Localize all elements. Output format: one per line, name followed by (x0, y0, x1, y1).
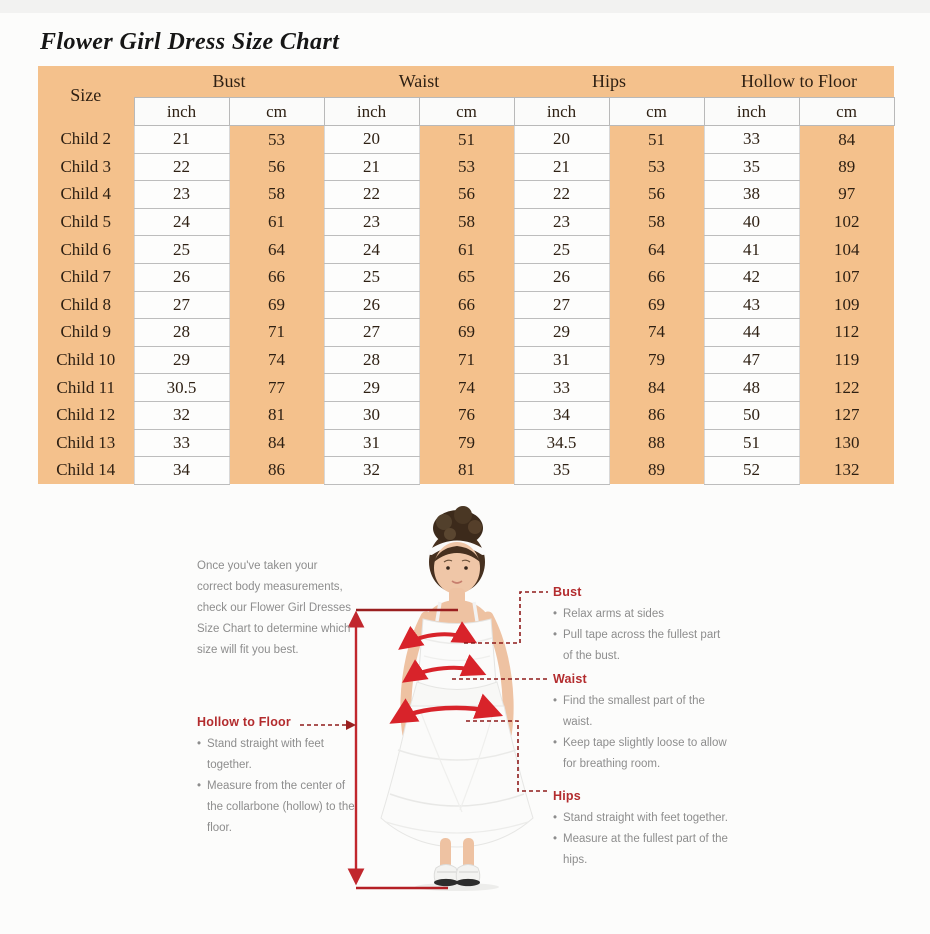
value-cell: 20 (514, 126, 609, 154)
value-cell: 40 (704, 208, 799, 236)
value-cell: 31 (324, 429, 419, 457)
value-cell: 32 (324, 457, 419, 485)
unit-header-cm: cm (419, 98, 514, 126)
value-cell: 51 (609, 126, 704, 154)
group-header-row (38, 66, 894, 98)
value-cell: 43 (704, 291, 799, 319)
bust-bullets (553, 604, 733, 667)
intro-note: Once you've taken your correct body measurements, check our Flower Girl Dresses Size Chart to determine which size will fit you best. (197, 560, 352, 656)
unit-header-inch: inch (134, 98, 229, 126)
hollow-to-floor-section (197, 711, 359, 839)
size-row (38, 263, 894, 291)
value-cell: 74 (609, 319, 704, 347)
value-cell: 58 (419, 208, 514, 236)
value-cell: 71 (419, 346, 514, 374)
size-row (38, 291, 894, 319)
size-row (38, 208, 894, 236)
size-row (38, 236, 894, 264)
value-cell: 48 (704, 374, 799, 402)
value-cell: 89 (609, 457, 704, 485)
value-cell: 56 (609, 181, 704, 209)
value-cell: 107 (799, 263, 894, 291)
value-cell: 26 (134, 263, 229, 291)
value-cell: 56 (419, 181, 514, 209)
size-row (38, 374, 894, 402)
value-cell: 26 (514, 263, 609, 291)
value-cell: 41 (704, 236, 799, 264)
bullet-item: • Find the smallest part of the waist. (553, 691, 733, 733)
hips-section (553, 785, 733, 871)
value-cell: 81 (419, 457, 514, 485)
value-cell: 34 (134, 457, 229, 485)
value-cell: 29 (134, 346, 229, 374)
value-cell: 52 (704, 457, 799, 485)
waist-bullets (553, 691, 733, 775)
value-cell: 112 (799, 319, 894, 347)
unit-header-cm: cm (229, 98, 324, 126)
value-cell: 88 (609, 429, 704, 457)
value-cell: 64 (609, 236, 704, 264)
size-cell: Child 12 (38, 401, 134, 429)
bust-title: Bust (553, 585, 582, 599)
hips-group-header: Hips (514, 66, 704, 98)
value-cell: 35 (514, 457, 609, 485)
value-cell: 51 (704, 429, 799, 457)
value-cell: 61 (419, 236, 514, 264)
waist-section (553, 668, 733, 775)
shoes (434, 865, 480, 887)
value-cell: 102 (799, 208, 894, 236)
value-cell: 22 (134, 153, 229, 181)
size-cell: Child 7 (38, 263, 134, 291)
value-cell: 33 (514, 374, 609, 402)
hollow-to-floor-bullets (197, 734, 359, 839)
unit-header-cm: cm (799, 98, 894, 126)
value-cell: 109 (799, 291, 894, 319)
value-cell: 34.5 (514, 429, 609, 457)
bullet-item: • Pull tape across the fullest part of the bust. (553, 625, 733, 667)
value-cell: 29 (514, 319, 609, 347)
size-cell: Child 9 (38, 319, 134, 347)
value-cell: 24 (324, 236, 419, 264)
value-cell: 23 (514, 208, 609, 236)
value-cell: 23 (324, 208, 419, 236)
value-cell: 35 (704, 153, 799, 181)
value-cell: 79 (609, 346, 704, 374)
value-cell: 53 (419, 153, 514, 181)
value-cell: 21 (324, 153, 419, 181)
value-cell: 53 (609, 153, 704, 181)
value-cell: 22 (324, 181, 419, 209)
value-cell: 84 (609, 374, 704, 402)
size-corner-header: Size (38, 66, 134, 126)
value-cell: 58 (609, 208, 704, 236)
value-cell: 50 (704, 401, 799, 429)
hair-bun (433, 506, 483, 546)
value-cell: 58 (229, 181, 324, 209)
value-cell: 65 (419, 263, 514, 291)
size-chart-table (38, 66, 895, 485)
value-cell: 47 (704, 346, 799, 374)
size-cell: Child 2 (38, 126, 134, 154)
size-cell: Child 8 (38, 291, 134, 319)
value-cell: 20 (324, 126, 419, 154)
value-cell: 64 (229, 236, 324, 264)
value-cell: 81 (229, 401, 324, 429)
value-cell: 104 (799, 236, 894, 264)
value-cell: 132 (799, 457, 894, 485)
size-row (38, 181, 894, 209)
value-cell: 29 (324, 374, 419, 402)
size-cell: Child 10 (38, 346, 134, 374)
value-cell: 53 (229, 126, 324, 154)
value-cell: 76 (419, 401, 514, 429)
value-cell: 24 (134, 208, 229, 236)
value-cell: 33 (134, 429, 229, 457)
unit-header-inch: inch (704, 98, 799, 126)
size-row (38, 126, 894, 154)
value-cell: 122 (799, 374, 894, 402)
value-cell: 127 (799, 401, 894, 429)
waist-group-header: Waist (324, 66, 514, 98)
value-cell: 27 (514, 291, 609, 319)
value-cell: 33 (704, 126, 799, 154)
value-cell: 31 (514, 346, 609, 374)
value-cell: 86 (609, 401, 704, 429)
page-title: Flower Girl Dress Size Chart (40, 29, 340, 55)
size-cell: Child 4 (38, 181, 134, 209)
value-cell: 28 (134, 319, 229, 347)
value-cell: 30.5 (134, 374, 229, 402)
value-cell: 69 (419, 319, 514, 347)
value-cell: 34 (514, 401, 609, 429)
bust-group-header: Bust (134, 66, 324, 98)
size-cell: Child 14 (38, 457, 134, 485)
size-cell: Child 13 (38, 429, 134, 457)
size-row (38, 457, 894, 485)
value-cell: 69 (609, 291, 704, 319)
hollow-to-floor-title: Hollow to Floor (197, 715, 291, 729)
bullet-item: • Measure from the center of the collarbone (hollow) to the floor. (197, 776, 359, 839)
value-cell: 23 (134, 181, 229, 209)
value-cell: 77 (229, 374, 324, 402)
size-row (38, 401, 894, 429)
value-cell: 28 (324, 346, 419, 374)
value-cell: 42 (704, 263, 799, 291)
size-row (38, 429, 894, 457)
bullet-item: • Relax arms at sides (553, 604, 733, 625)
value-cell: 25 (324, 263, 419, 291)
value-cell: 44 (704, 319, 799, 347)
value-cell: 66 (419, 291, 514, 319)
value-cell: 21 (134, 126, 229, 154)
bust-section (553, 581, 733, 667)
top-background-strip (0, 0, 930, 13)
value-cell: 84 (799, 126, 894, 154)
value-cell: 86 (229, 457, 324, 485)
size-cell: Child 3 (38, 153, 134, 181)
value-cell: 61 (229, 208, 324, 236)
measurement-diagram (0, 500, 930, 934)
bullet-item: • Stand straight with feet together. (197, 734, 359, 776)
value-cell: 97 (799, 181, 894, 209)
size-chart (38, 66, 895, 485)
hollow-group-header: Hollow to Floor (704, 66, 894, 98)
size-cell: Child 5 (38, 208, 134, 236)
size-cell: Child 6 (38, 236, 134, 264)
size-cell: Child 11 (38, 374, 134, 402)
value-cell: 71 (229, 319, 324, 347)
value-cell: 119 (799, 346, 894, 374)
value-cell: 79 (419, 429, 514, 457)
value-cell: 130 (799, 429, 894, 457)
value-cell: 84 (229, 429, 324, 457)
value-cell: 30 (324, 401, 419, 429)
value-cell: 25 (134, 236, 229, 264)
unit-header-cm: cm (609, 98, 704, 126)
hips-bullets (553, 808, 733, 871)
value-cell: 51 (419, 126, 514, 154)
value-cell: 74 (419, 374, 514, 402)
waist-title: Waist (553, 672, 587, 686)
value-cell: 27 (134, 291, 229, 319)
size-row (38, 319, 894, 347)
size-chart-body (38, 126, 894, 485)
unit-header-row (38, 98, 894, 126)
size-row (38, 153, 894, 181)
bullet-item: • Stand straight with feet together. (553, 808, 733, 829)
value-cell: 22 (514, 181, 609, 209)
size-row (38, 346, 894, 374)
value-cell: 56 (229, 153, 324, 181)
girl-photo-illustration (381, 506, 533, 891)
value-cell: 66 (609, 263, 704, 291)
bullet-item: • Measure at the fullest part of the hips. (553, 829, 733, 871)
hips-title: Hips (553, 789, 581, 803)
value-cell: 74 (229, 346, 324, 374)
value-cell: 27 (324, 319, 419, 347)
value-cell: 32 (134, 401, 229, 429)
unit-header-inch: inch (514, 98, 609, 126)
unit-header-inch: inch (324, 98, 419, 126)
value-cell: 89 (799, 153, 894, 181)
value-cell: 66 (229, 263, 324, 291)
value-cell: 69 (229, 291, 324, 319)
bullet-item: • Keep tape slightly loose to allow for breathing room. (553, 733, 733, 775)
value-cell: 26 (324, 291, 419, 319)
value-cell: 25 (514, 236, 609, 264)
value-cell: 38 (704, 181, 799, 209)
value-cell: 21 (514, 153, 609, 181)
